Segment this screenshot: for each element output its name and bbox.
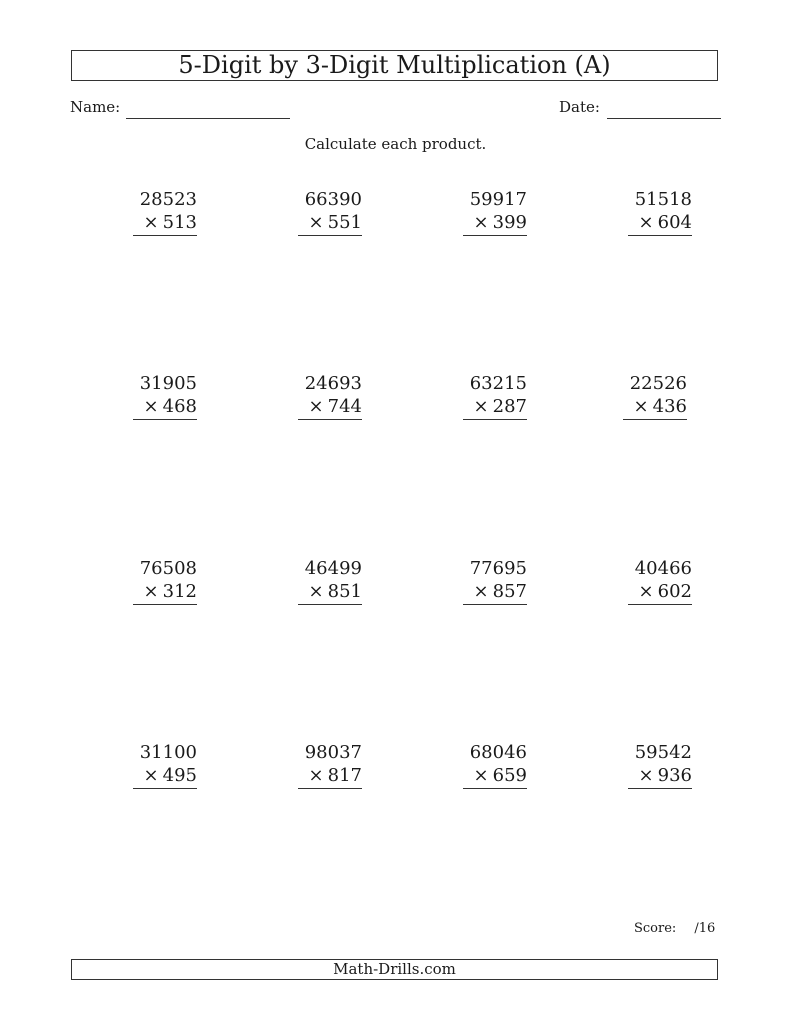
multiplier-row	[463, 211, 527, 236]
problem	[463, 188, 527, 236]
name-field-line[interactable]	[126, 118, 290, 119]
multiplicand: 59917	[469, 189, 527, 210]
problem	[623, 372, 687, 420]
multiplicand: 66390	[304, 189, 362, 210]
multiplier-row	[623, 395, 687, 420]
problem	[628, 188, 692, 236]
multiplier: 436	[652, 396, 687, 417]
problem	[133, 372, 197, 420]
problem	[628, 741, 692, 789]
problem	[298, 741, 362, 789]
instructions: Calculate each product.	[304, 135, 487, 153]
multiplier-row	[298, 211, 362, 236]
problem	[133, 557, 197, 605]
multiplier-row	[628, 764, 692, 789]
times-symbol: ×	[633, 396, 649, 417]
multiplicand: 22526	[629, 373, 687, 394]
multiplier: 399	[492, 212, 527, 233]
multiplier: 851	[327, 581, 362, 602]
worksheet-title: 5-Digit by 3-Digit Multiplication (A)	[71, 50, 718, 81]
multiplier-row	[628, 211, 692, 236]
date-label: Date:	[559, 98, 600, 116]
multiplier: 468	[162, 396, 197, 417]
problem	[133, 188, 197, 236]
multiplicand: 76508	[139, 558, 197, 579]
multiplicand: 77695	[469, 558, 527, 579]
times-symbol: ×	[638, 212, 654, 233]
multiplier-row	[133, 580, 197, 605]
name-label: Name:	[70, 98, 121, 116]
multiplier-row	[298, 395, 362, 420]
multiplicand: 51518	[634, 189, 692, 210]
score-total: /16	[694, 921, 716, 936]
multiplier: 604	[657, 212, 692, 233]
multiplicand: 68046	[469, 742, 527, 763]
times-symbol: ×	[143, 212, 159, 233]
times-symbol: ×	[308, 765, 324, 786]
problem	[463, 557, 527, 605]
times-symbol: ×	[473, 212, 489, 233]
problem	[298, 188, 362, 236]
date-field-line[interactable]	[607, 118, 721, 119]
times-symbol: ×	[473, 396, 489, 417]
problem	[298, 372, 362, 420]
problem	[463, 372, 527, 420]
multiplier-row	[463, 580, 527, 605]
multiplier-row	[133, 764, 197, 789]
problem	[133, 741, 197, 789]
multiplicand: 40466	[634, 558, 692, 579]
multiplier: 287	[492, 396, 527, 417]
multiplier: 659	[492, 765, 527, 786]
multiplicand: 31905	[139, 373, 197, 394]
times-symbol: ×	[143, 396, 159, 417]
multiplier: 513	[162, 212, 197, 233]
multiplier-row	[463, 764, 527, 789]
times-symbol: ×	[473, 765, 489, 786]
multiplier: 602	[657, 581, 692, 602]
times-symbol: ×	[308, 581, 324, 602]
multiplicand: 28523	[139, 189, 197, 210]
multiplier: 817	[327, 765, 362, 786]
multiplier-row	[298, 764, 362, 789]
multiplier: 495	[162, 765, 197, 786]
multiplier-row	[628, 580, 692, 605]
multiplier-row	[133, 211, 197, 236]
multiplicand: 63215	[469, 373, 527, 394]
problem	[298, 557, 362, 605]
multiplier: 312	[162, 581, 197, 602]
times-symbol: ×	[638, 765, 654, 786]
multiplier: 936	[657, 765, 692, 786]
multiplier-row	[298, 580, 362, 605]
multiplier: 744	[327, 396, 362, 417]
multiplicand: 98037	[304, 742, 362, 763]
times-symbol: ×	[308, 212, 324, 233]
multiplicand: 46499	[304, 558, 362, 579]
multiplier: 551	[327, 212, 362, 233]
times-symbol: ×	[308, 396, 324, 417]
multiplicand: 24693	[304, 373, 362, 394]
times-symbol: ×	[638, 581, 654, 602]
problem	[628, 557, 692, 605]
footer-site-name: Math-Drills.com	[71, 959, 718, 980]
problem	[463, 741, 527, 789]
multiplicand: 59542	[634, 742, 692, 763]
times-symbol: ×	[473, 581, 489, 602]
times-symbol: ×	[143, 581, 159, 602]
multiplier: 857	[492, 581, 527, 602]
multiplier-row	[133, 395, 197, 420]
times-symbol: ×	[143, 765, 159, 786]
score	[634, 920, 715, 938]
multiplicand: 31100	[139, 742, 197, 763]
multiplier-row	[463, 395, 527, 420]
score-label: Score:	[634, 921, 677, 936]
